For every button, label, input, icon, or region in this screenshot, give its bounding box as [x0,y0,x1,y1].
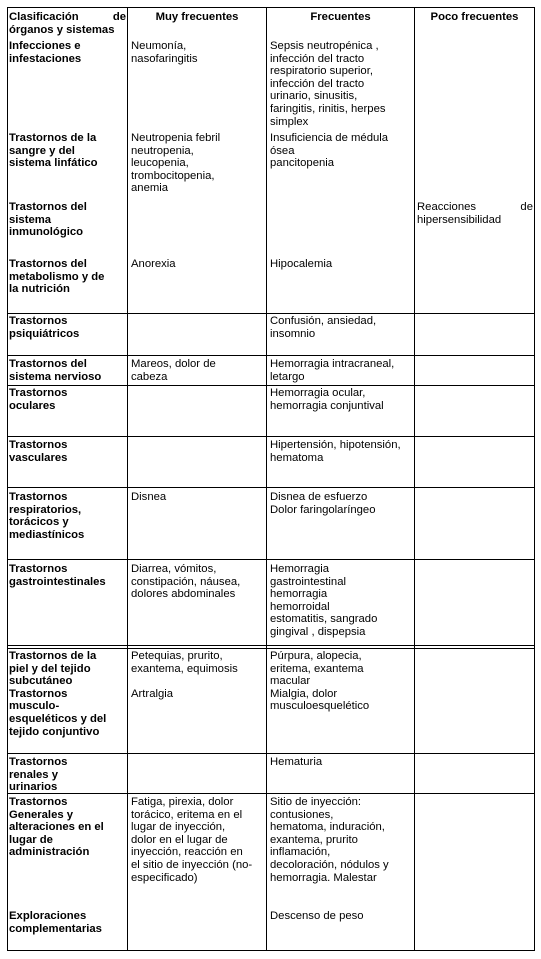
system-organ-class: Trastornos Generales y alteraciones en el lugar de administración [9,796,104,859]
common-reactions: Confusión, ansiedad, insomnio [270,315,377,340]
header-common: Frecuentes [310,11,371,23]
system-organ-class: Trastornos del sistema inmunológico [9,201,87,239]
system-organ-class: Trastornos renales y urinarios [9,756,68,794]
column-divider [414,7,415,951]
table-border-left [7,7,8,951]
system-organ-class: Trastornos oculares [9,387,68,412]
table-border-bottom [7,950,535,951]
very-common-reactions: Fatiga, pirexia, dolor torácico, eritema en el lugar de inyección, dolor en el lugar de inyección, reacción en el sitio de inyección (no- especificado) [131,796,253,884]
column-divider [127,7,128,951]
header-system-line1: Clasificación de [9,11,126,23]
system-organ-class: Trastornos del sistema nervioso [9,358,102,383]
system-organ-class: Trastornos respiratorios, torácicos y mediastínicos [9,491,85,541]
very-common-reactions: Disnea [131,491,167,503]
header-system-line2: órganos y sistemas [9,24,115,36]
common-reactions: Sepsis neutropénica , infección del tracto respiratorio superior, infección del tracto urinario, sinusitis, faringitis, rinitis, herpes simplex [270,40,386,128]
uncommon-reactions: Reacciones de hipersensibilidad [417,201,533,226]
system-organ-class: Trastornos del metabolismo y de la nutrición [9,258,105,296]
row-divider [7,753,535,754]
very-common-reactions: Neutropenia febril neutropenia, leucopenia, trombocitopenia, anemia [131,132,221,195]
very-common-reactions: Anorexia [131,258,176,270]
system-organ-class: Trastornos de la piel y del tejido subcutáneo Trastornos musculo- esqueléticos y del tejido conjuntivo [9,650,107,738]
header-uncommon: Poco frecuentes [430,11,519,23]
common-reactions: Descenso de peso [270,910,364,922]
very-common-reactions: Mareos, dolor de cabeza [131,358,216,383]
row-divider [7,559,535,560]
system-organ-class: Trastornos gastrointestinales [9,563,106,588]
common-reactions: Hematuria [270,756,323,768]
header-very-common: Muy frecuentes [155,11,239,23]
table-border-right [534,7,535,951]
common-reactions: Disnea de esfuerzo Dolor faringolaríngeo [270,491,376,516]
system-organ-class: Trastornos vasculares [9,439,68,464]
row-divider [7,487,535,488]
common-reactions: Insuficiencia de médula ósea pancitopenia [270,132,389,170]
row-divider [7,648,535,649]
very-common-reactions: Neumonía, nasofaringitis [131,40,198,65]
row-divider [7,436,535,437]
system-organ-class: Exploraciones complementarias [9,910,102,935]
common-reactions: Hipocalemia [270,258,333,270]
column-divider [266,7,267,951]
very-common-reactions: Petequias, prurito, exantema, equimosis Artralgia [131,650,238,700]
row-divider [7,385,535,386]
system-organ-class: Infecciones e infestaciones [9,40,82,65]
common-reactions: Hemorragia gastrointestinal hemorragia hemorroidal estomatitis, sangrado gingival , dispepsia [270,563,378,638]
row-divider [7,313,535,314]
common-reactions: Hipertensión, hipotensión, hematoma [270,439,401,464]
common-reactions: Sitio de inyección: contusiones, hematoma, induración, exantema, prurito inflamación, decoloración, nódulos y hemorragia. Malestar [270,796,389,884]
row-divider [7,355,535,356]
system-organ-class: Trastornos psiquiátricos [9,315,80,340]
common-reactions: Hemorragia ocular, hemorragia conjuntival [270,387,384,412]
system-organ-class: Trastornos de la sangre y del sistema linfático [9,132,98,170]
common-reactions: Púrpura, alopecia, eritema, exantema macular Mialgia, dolor musculoesquelético [270,650,370,713]
very-common-reactions: Diarrea, vómitos, constipación, náusea, dolores abdominales [131,563,241,601]
table-border-top [7,7,535,8]
common-reactions: Hemorragia intracraneal, letargo [270,358,395,383]
row-divider [7,645,535,646]
